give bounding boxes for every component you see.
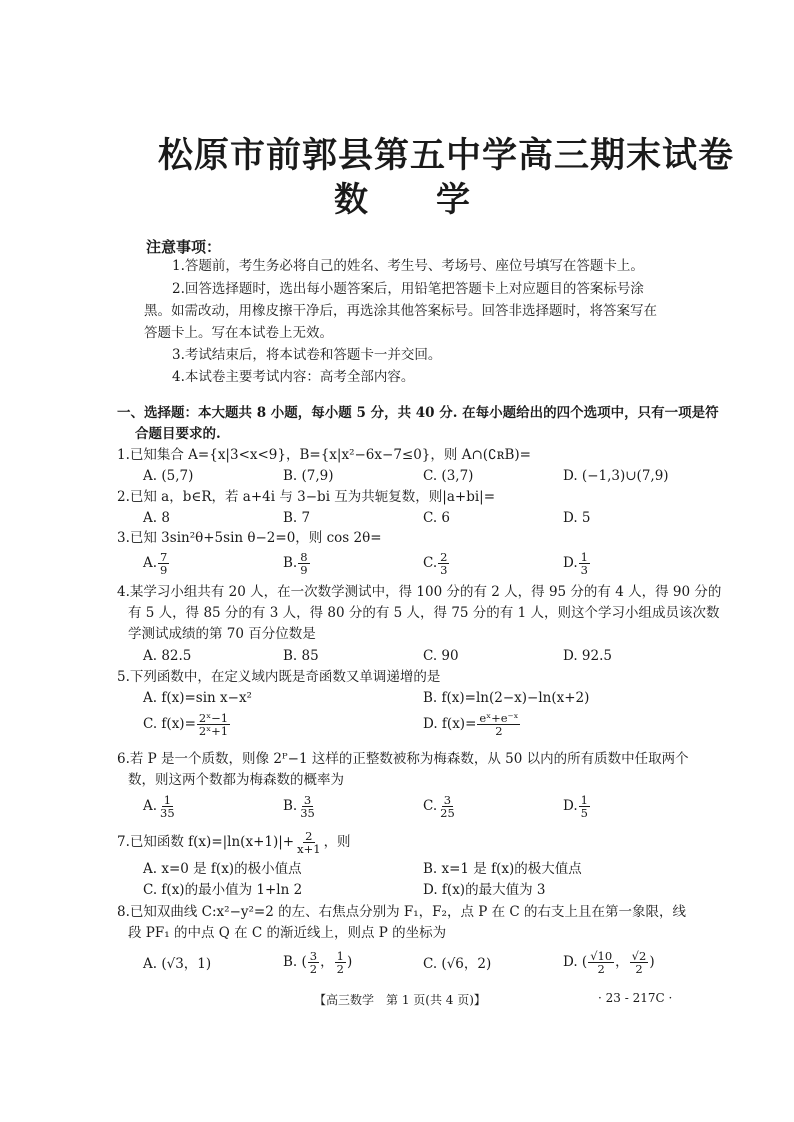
fraction [438,551,449,576]
q3-option-c [423,551,450,576]
fraction [308,950,319,975]
option-label: A. [143,555,158,571]
numerator: 3 [303,793,312,807]
q6-option-b [283,794,318,819]
q5-option-d [423,712,521,737]
option-label: C. [423,798,438,814]
denominator: 25 [440,806,455,820]
numerator: 3 [443,793,452,807]
question-3-stem: 3.已知 3sin²θ+5sin θ−2=0，则 cos 2θ= [117,530,382,546]
denominator: 3 [580,563,588,577]
page-footer: 【高三数学 第 1 页(共 4 页)】 [314,993,486,1007]
note-item: 2.回答选择题时，选出每小题答案后，用铅笔把答题卡上对应题目的答案标号涂 [172,281,644,297]
denominator: 3 [440,563,448,577]
numerator: eˣ+e⁻ˣ [479,711,519,725]
fraction [295,830,322,855]
fraction [588,950,614,975]
q2-option-a: A. 8 [143,510,170,526]
q1-option-c: C. (3,7) [423,468,474,484]
option-label: A. [143,798,158,814]
q3-option-d [563,551,591,576]
numerator: 1 [580,550,588,564]
denominator: 2 [495,724,503,738]
option-label: D. f(x)= [423,716,477,732]
option-label: B. [283,555,298,571]
q3-option-a [143,551,170,576]
note-item: 3.考试结束后，将本试卷和答题卡一并交回。 [172,347,442,363]
q8-option-d: D. ( $\frac{√10}{2}$ ， $\frac{√2}{2}$ ) [563,949,655,976]
option-label: C. f(x)= [143,716,196,732]
numerator: √2 [631,949,647,963]
numerator: 2ˣ−1 [198,711,229,725]
q7-option-c: C. f(x)的最小值为 1+ln 2 [143,882,303,898]
denominator: 35 [300,806,315,820]
question-5-stem: 5.下列函数中，在定义域内既是奇函数又单调递增的是 [117,669,441,685]
denominator: 2ˣ+1 [198,724,229,738]
question-2-stem: 2.已知 a，b∈R，若 a+4i 与 3−bi 互为共轭复数，则|a+bi|= [117,489,496,505]
question-1-stem: 1.已知集合 A={x|3<x<9}，B={x|x²−6x−7≤0}，则 A∩(∁ʀB)= [117,447,531,463]
q6-option-c [423,794,458,819]
q3-option-b [283,551,311,576]
fraction [158,794,177,819]
option-label: B. [283,798,298,814]
fraction [298,794,317,819]
q4-option-a: A. 82.5 [143,648,192,664]
q1-option-a: A. (5,7) [143,468,194,484]
question-6-stem-cont: 数，则这两个数都为梅森数的概率为 [128,772,344,788]
q5-option-a: A. f(x)=sin x−x² [143,690,252,706]
exam-title: 松原市前郭县第五中学高三期末试卷 [158,135,735,176]
note-item: 1.答题前，考生务必将自己的姓名、考生号、考场号、座位号填写在答题卡上。 [172,258,644,274]
question-4-stem: 4.某学习小组共有 20 人，在一次数学测试中，得 100 分的有 2 人，得 95 分的有 4 人，得 90 分的 [117,584,722,600]
option-label: D. [563,555,578,571]
q8-option-b: B. ( $\frac{3}{2}$ ， $\frac{1}{2}$ ) [283,949,353,976]
denominator: 2 [309,962,318,976]
numerator: 1 [336,949,344,963]
q8-option-a: A. (√3，1) [143,956,212,972]
option-close: ) [346,954,353,970]
question-8-stem-cont: 段 PF₁ 的中点 Q 在 C 的渐近线上，则点 P 的坐标为 [128,925,447,941]
question-8-stem: 8.已知双曲线 C:x²−y²=2 的左、右焦点分别为 F₁，F₂，点 P 在 C 的右支上且在第一象限，线 [117,904,687,920]
numerator: 1 [580,793,588,807]
numerator: √10 [590,949,613,963]
denominator: x+1 [297,842,321,856]
q4-option-c: C. 90 [423,648,459,664]
numerator: 1 [163,793,172,807]
section-heading-cont: 合题目要求的. [135,426,221,442]
subject-title: 数 学 [334,180,470,220]
fraction [579,794,590,819]
fraction [630,950,649,975]
denominator: 2 [635,962,643,976]
question-4-stem-cont: 有 5 人，得 85 分的有 3 人，得 80 分的有 5 人，得 75 分的有 1 人，则这个学习小组成员该次数 [128,605,720,621]
numerator: 7 [160,550,168,564]
note-item: 答题卡上。写在本试卷上无效。 [144,325,333,341]
q5-option-c [143,712,231,737]
question-7-stem [117,830,351,855]
option-label: D. [563,798,578,814]
option-label: B. ( [283,954,307,970]
denominator: 35 [160,806,175,820]
fraction [335,950,346,975]
fraction [298,551,309,576]
option-close: ) [649,954,655,970]
q2-option-d: D. 5 [563,510,591,526]
option-label: C. [423,555,438,571]
numerator: 3 [309,949,318,963]
section-heading: 一、选择题：本大题共 8 小题，每小题 5 分，共 40 分. 在每小题给出的四个选项中，只有一项是符 [117,405,719,421]
q2-option-b: B. 7 [283,510,311,526]
numerator: 2 [440,550,448,564]
question-6-stem: 6.若 P 是一个质数，则像 2ᴾ−1 这样的正整数被称为梅森数，从 50 以内的所有质数中任取两个 [117,751,689,767]
fraction [477,712,520,737]
option-label: D. ( [563,954,588,970]
numerator: 8 [300,550,308,564]
q2-option-c: C. 6 [423,510,451,526]
q1-option-b: B. (7,9) [283,468,334,484]
q6-option-a [143,794,178,819]
q4-option-b: B. 85 [283,648,319,664]
fraction [197,712,230,737]
fraction [158,551,169,576]
denominator: 2 [336,962,344,976]
notes-heading: 注意事项： [146,238,222,256]
exam-code: · 23 - 217C · [598,991,673,1005]
question-4-stem-cont: 学测试成绩的第 70 百分位数是 [128,626,316,642]
q1-option-d: D. (−1,3)∪(7,9) [563,468,669,484]
denominator: 9 [160,563,168,577]
fraction [438,794,457,819]
q8-option-c: C. (√6，2) [423,956,492,972]
note-item: 黑。如需改动，用橡皮擦干净后，再选涂其他答案标号。回答非选择题时，将答案写在 [144,303,657,319]
q7-option-a: A. x=0 是 f(x)的极小值点 [143,861,302,877]
denominator: 9 [300,563,308,577]
note-item: 4.本试卷主要考试内容：高考全部内容。 [172,369,415,385]
denominator: 2 [597,962,605,976]
q5-option-b: B. f(x)=ln(2−x)−ln(x+2) [423,690,590,706]
q6-option-d [563,794,591,819]
stem-text: 7.已知函数 f(x)=|ln(x+1)|+ [117,834,295,850]
q7-option-d: D. f(x)的最大值为 3 [423,882,546,898]
denominator: 5 [580,806,588,820]
fraction [579,551,590,576]
q7-option-b: B. x=1 是 f(x)的极大值点 [423,861,582,877]
stem-text: ，则 [323,834,351,850]
q4-option-d: D. 92.5 [563,648,612,664]
numerator: 2 [305,829,313,843]
